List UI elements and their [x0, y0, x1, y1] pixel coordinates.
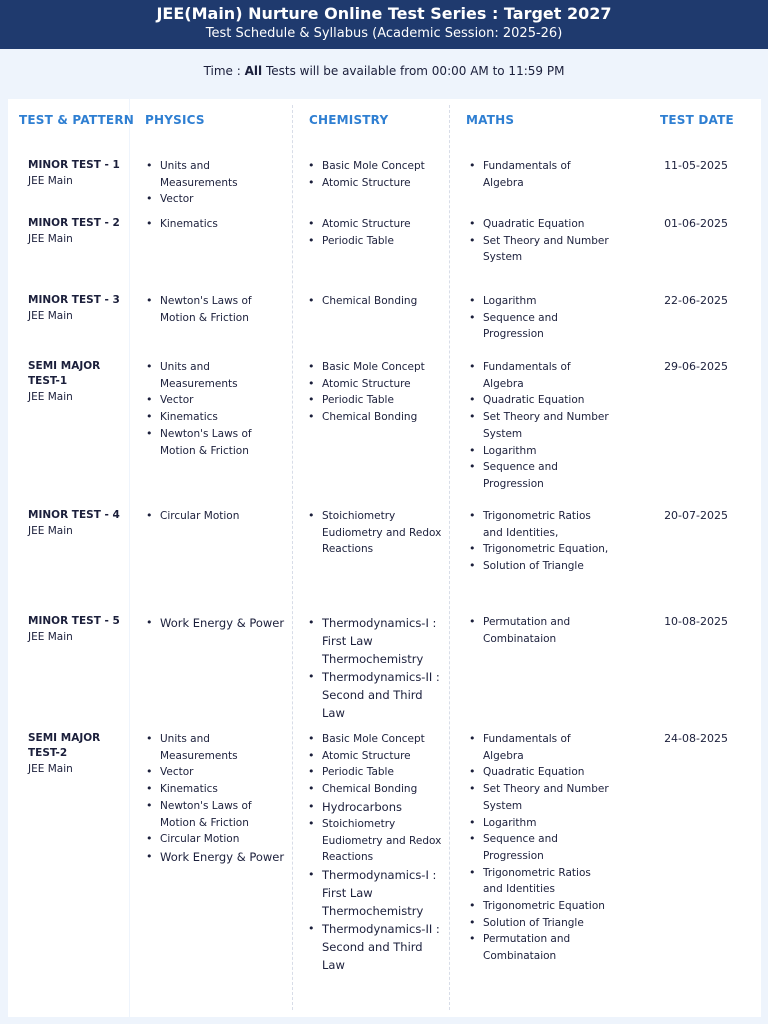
maths-topic: • Set Theory and Number System	[467, 781, 609, 814]
physics-topic: • Newton's Laws of Motion & Friction	[144, 798, 286, 831]
col-header-chemistry: CHEMISTRY	[309, 113, 389, 127]
physics-topic: • Newton's Laws of Motion & Friction	[144, 293, 286, 326]
test-pattern: JEE Main	[28, 391, 73, 403]
chemistry-topic-list	[306, 293, 446, 310]
physics-topic-list	[144, 158, 286, 208]
physics-topic: • Kinematics	[144, 216, 286, 233]
chemistry-topic: • Thermodynamics-II : Second and Third Law	[306, 920, 446, 974]
chemistry-topic: • Basic Mole Concept	[306, 158, 446, 175]
maths-topic: • Solution of Triangle	[467, 915, 609, 932]
time-rest: Tests will be available from 00:00 AM to 11:59 PM	[262, 64, 565, 78]
maths-topic: • Quadratic Equation	[467, 764, 609, 781]
physics-topic: • Units and Measurements	[144, 359, 286, 392]
maths-topic: • Permutation and Combinataion	[467, 614, 609, 647]
physics-topic: • Vector	[144, 191, 286, 208]
column-divider	[292, 105, 293, 1010]
test-date: 20-07-2025	[664, 509, 728, 522]
test-cell	[28, 216, 123, 248]
chemistry-topic: • Atomic Structure	[306, 175, 446, 192]
test-date: 01-06-2025	[664, 217, 728, 230]
test-name: MINOR TEST - 5	[28, 615, 120, 627]
chemistry-topic: • Periodic Table	[306, 764, 446, 781]
test-name: MINOR TEST - 4	[28, 509, 120, 521]
physics-cell	[144, 614, 286, 632]
maths-topic: • Fundamentals of Algebra	[467, 158, 609, 191]
maths-topic: • Sequence and Progression	[467, 310, 609, 343]
maths-topic: • Trigonometric Equation,	[467, 541, 609, 558]
physics-topic: • Units and Measurements	[144, 731, 286, 764]
maths-topic: • Logarithm	[467, 443, 609, 460]
test-pattern: JEE Main	[28, 233, 73, 245]
chemistry-topic: • Stoichiometry Eudiometry and Redox Reactions	[306, 816, 446, 866]
chemistry-topic: • Thermodynamics-II : Second and Third Law	[306, 668, 446, 722]
maths-topic: • Fundamentals of Algebra	[467, 731, 609, 764]
maths-topic: • Permutation and Combinataion	[467, 931, 609, 964]
maths-topic: • Solution of Triangle	[467, 558, 609, 575]
maths-topic: • Fundamentals of Algebra	[467, 359, 609, 392]
physics-cell	[144, 158, 286, 208]
chemistry-topic: • Hydrocarbons	[306, 798, 446, 816]
maths-cell	[467, 158, 609, 191]
test-pattern: JEE Main	[28, 631, 73, 643]
chemistry-cell	[306, 293, 446, 310]
maths-topic: • Sequence and Progression	[467, 831, 609, 864]
chemistry-topic-list	[306, 158, 446, 191]
chemistry-topic-list	[306, 216, 446, 249]
test-cell	[28, 359, 108, 406]
physics-topic: • Work Energy & Power	[144, 848, 286, 866]
test-date: 29-06-2025	[664, 360, 728, 373]
physics-topic: • Circular Motion	[144, 508, 286, 525]
chemistry-topic: • Atomic Structure	[306, 216, 446, 233]
chemistry-topic-list	[306, 508, 446, 558]
chemistry-topic: • Basic Mole Concept	[306, 359, 446, 376]
chemistry-cell	[306, 158, 446, 191]
column-divider	[449, 105, 450, 1010]
maths-cell	[467, 216, 609, 266]
test-name: MINOR TEST - 1	[28, 159, 120, 171]
physics-topic: • Vector	[144, 392, 286, 409]
chemistry-cell	[306, 216, 446, 249]
date-column-panel	[625, 99, 761, 1017]
physics-topic: • Units and Measurements	[144, 158, 286, 191]
physics-topic-list	[144, 614, 286, 632]
maths-cell	[467, 614, 609, 647]
test-name: MINOR TEST - 2	[28, 217, 120, 229]
maths-topic: • Quadratic Equation	[467, 392, 609, 409]
chemistry-topic: • Stoichiometry Eudiometry and Redox Reactions	[306, 508, 446, 558]
physics-cell	[144, 359, 286, 459]
physics-topic: • Kinematics	[144, 409, 286, 426]
chemistry-topic: • Chemical Bonding	[306, 293, 446, 310]
time-info-bar	[0, 49, 768, 93]
chemistry-topic: • Thermodynamics-I : First Law Thermochemistry	[306, 866, 446, 920]
page-header	[0, 0, 768, 49]
physics-cell	[144, 508, 286, 525]
chemistry-topic-list	[306, 731, 446, 974]
maths-cell	[467, 293, 609, 343]
physics-topic: • Circular Motion	[144, 831, 286, 848]
chemistry-topic: • Thermodynamics-I : First Law Thermochemistry	[306, 614, 446, 668]
test-date: 24-08-2025	[664, 732, 728, 745]
chemistry-topic: • Atomic Structure	[306, 376, 446, 393]
maths-topic: • Trigonometric Equation	[467, 898, 609, 915]
chemistry-cell	[306, 359, 446, 426]
col-header-physics: PHYSICS	[145, 113, 205, 127]
physics-cell	[144, 216, 286, 233]
chemistry-topic: • Basic Mole Concept	[306, 731, 446, 748]
physics-topic-list	[144, 216, 286, 233]
test-pattern: JEE Main	[28, 175, 73, 187]
physics-topic-list	[144, 731, 286, 866]
physics-topic: • Vector	[144, 764, 286, 781]
test-cell	[28, 614, 123, 646]
physics-cell	[144, 731, 286, 866]
chemistry-topic-list	[306, 614, 446, 722]
test-cell	[28, 508, 123, 540]
chemistry-cell	[306, 508, 446, 558]
maths-topic: • Trigonometric Ratios and Identities,	[467, 508, 609, 541]
maths-topic-list	[467, 293, 609, 343]
col-header-date: TEST DATE	[660, 113, 734, 127]
chemistry-topic: • Periodic Table	[306, 233, 446, 250]
test-pattern: JEE Main	[28, 763, 73, 775]
chemistry-cell	[306, 731, 446, 974]
test-cell	[28, 293, 123, 325]
test-pattern: JEE Main	[28, 310, 73, 322]
chemistry-topic: • Chemical Bonding	[306, 409, 446, 426]
test-date: 22-06-2025	[664, 294, 728, 307]
maths-topic: • Set Theory and Number System	[467, 409, 609, 442]
page-subtitle: Test Schedule & Syllabus (Academic Session: 2025-26)	[205, 26, 563, 41]
test-cell	[28, 158, 123, 190]
time-prefix: Time :	[203, 64, 245, 78]
chemistry-cell	[306, 614, 446, 722]
maths-cell	[467, 359, 609, 493]
col-header-maths: MATHS	[466, 113, 515, 127]
test-name: SEMI MAJOR TEST-2	[28, 732, 101, 759]
maths-topic: • Logarithm	[467, 293, 609, 310]
test-name: MINOR TEST - 3	[28, 294, 120, 306]
test-date: 11-05-2025	[664, 159, 728, 172]
physics-cell	[144, 293, 286, 326]
physics-topic: • Work Energy & Power	[144, 614, 286, 632]
maths-topic-list	[467, 614, 609, 647]
test-cell	[28, 731, 108, 778]
maths-topic-list	[467, 216, 609, 266]
physics-topic-list	[144, 359, 286, 459]
physics-topic: • Newton's Laws of Motion & Friction	[144, 426, 286, 459]
physics-topic-list	[144, 508, 286, 525]
maths-cell	[467, 731, 609, 965]
maths-topic: • Quadratic Equation	[467, 216, 609, 233]
maths-topic: • Set Theory and Number System	[467, 233, 609, 266]
maths-topic-list	[467, 359, 609, 493]
test-date: 10-08-2025	[664, 615, 728, 628]
page-title: JEE(Main) Nurture Online Test Series : Target 2027	[156, 4, 612, 23]
chemistry-topic: • Periodic Table	[306, 392, 446, 409]
physics-topic-list	[144, 293, 286, 326]
time-bold: All	[244, 64, 263, 78]
maths-topic-list	[467, 158, 609, 191]
maths-cell	[467, 508, 609, 575]
maths-topic-list	[467, 508, 609, 575]
chemistry-topic: • Atomic Structure	[306, 748, 446, 765]
test-name: SEMI MAJOR TEST-1	[28, 360, 101, 387]
maths-topic: • Trigonometric Ratios and Identities	[467, 865, 609, 898]
maths-topic: • Logarithm	[467, 815, 609, 832]
chemistry-topic-list	[306, 359, 446, 426]
col-header-test: TEST & PATTERN	[19, 113, 135, 127]
chemistry-topic: • Chemical Bonding	[306, 781, 446, 798]
maths-topic: • Sequence and Progression	[467, 459, 609, 492]
maths-topic-list	[467, 731, 609, 965]
physics-topic: • Kinematics	[144, 781, 286, 798]
test-pattern: JEE Main	[28, 525, 73, 537]
